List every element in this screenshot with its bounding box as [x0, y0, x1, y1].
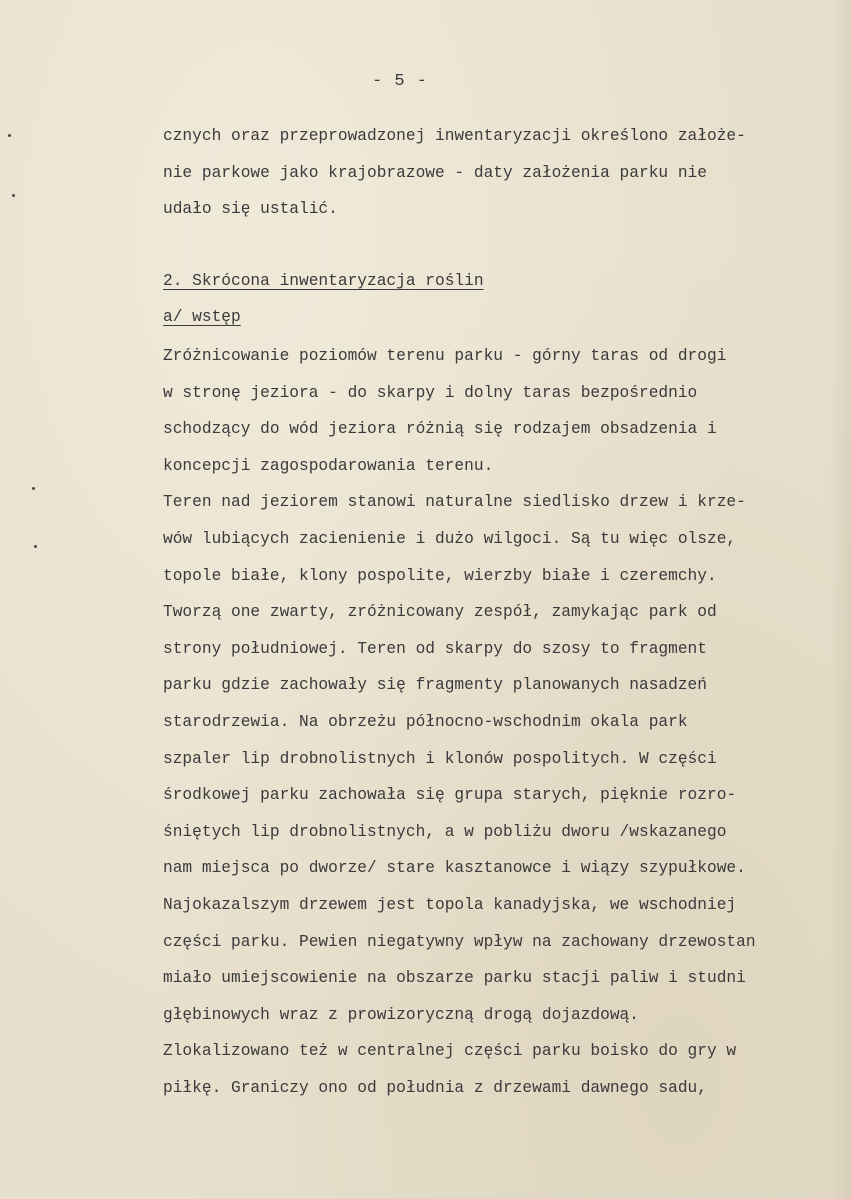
text-line: Teren nad jeziorem stanowi naturalne siedlisko drzew i krze-: [163, 493, 746, 512]
page-number: - 5 -: [371, 72, 428, 91]
text-line: miało umiejscowienie na obszarze parku stacji paliw i studni: [163, 969, 746, 988]
page-edge-shadow: [829, 0, 851, 1199]
margin-speck: [12, 194, 15, 197]
text-line: nam miejsca po dworze/ stare kasztanowce i wiązy szypułkowe.: [163, 859, 746, 878]
text-line: strony południowej. Teren od skarpy do szosy to fragment: [163, 639, 707, 658]
text-line: środkowej parku zachowała się grupa starych, pięknie rozro-: [163, 786, 737, 805]
text-line: części parku. Pewien niegatywny wpływ na zachowany drzewostan: [163, 932, 756, 951]
text-line: Zlokalizowano też w centralnej części parku boisko do gry w: [163, 1042, 737, 1061]
text-line: schodzący do wód jeziora różnią się rodzajem obsadzenia i: [163, 420, 717, 439]
text-line: piłkę. Graniczy ono od południa z drzewami dawnego sadu,: [163, 1078, 707, 1097]
margin-speck: [8, 134, 11, 137]
text-line: szpaler lip drobnolistnych i klonów pospolitych. W części: [163, 749, 717, 768]
text-line: cznych oraz przeprowadzonej inwentaryzacji określono założe-: [163, 127, 746, 145]
subheading: a/ wstęp: [163, 308, 241, 326]
text-line: udało się ustalić.: [163, 200, 338, 219]
text-line: Zróżnicowanie poziomów terenu parku - górny taras od drogi: [163, 347, 727, 365]
text-line: nie parkowe jako krajobrazowe - daty założenia parku nie: [163, 163, 707, 182]
section-heading: 2. Skrócona inwentaryzacja roślin: [163, 272, 484, 290]
intro-paragraph: [163, 118, 823, 228]
text-line: topole białe, klony pospolite, wierzby białe i czeremchy.: [163, 566, 717, 585]
text-line: koncepcji zagospodarowania terenu.: [163, 456, 494, 475]
text-line: Tworzą one zwarty, zróżnicowany zespół, zamykając park od: [163, 603, 717, 622]
text-line: w stronę jeziora - do skarpy i dolny taras bezpośrednio: [163, 383, 698, 402]
text-line: śniętych lip drobnolistnych, a w pobliżu dworu /wskazanego: [163, 822, 727, 841]
body-paragraph: [163, 338, 823, 1106]
text-line: głębinowych wraz z prowizoryczną drogą dojazdową.: [163, 1005, 639, 1024]
text-line: Najokazalszym drzewem jest topola kanadyjska, we wschodniej: [163, 895, 737, 914]
text-line: wów lubiących zacienienie i dużo wilgoci. Są tu więc olsze,: [163, 529, 737, 548]
text-line: parku gdzie zachowały się fragmenty planowanych nasadzeń: [163, 676, 707, 695]
margin-speck: [32, 487, 35, 490]
text-line: starodrzewia. Na obrzeżu północno-wschodnim okala park: [163, 712, 688, 731]
margin-speck: [34, 545, 37, 548]
